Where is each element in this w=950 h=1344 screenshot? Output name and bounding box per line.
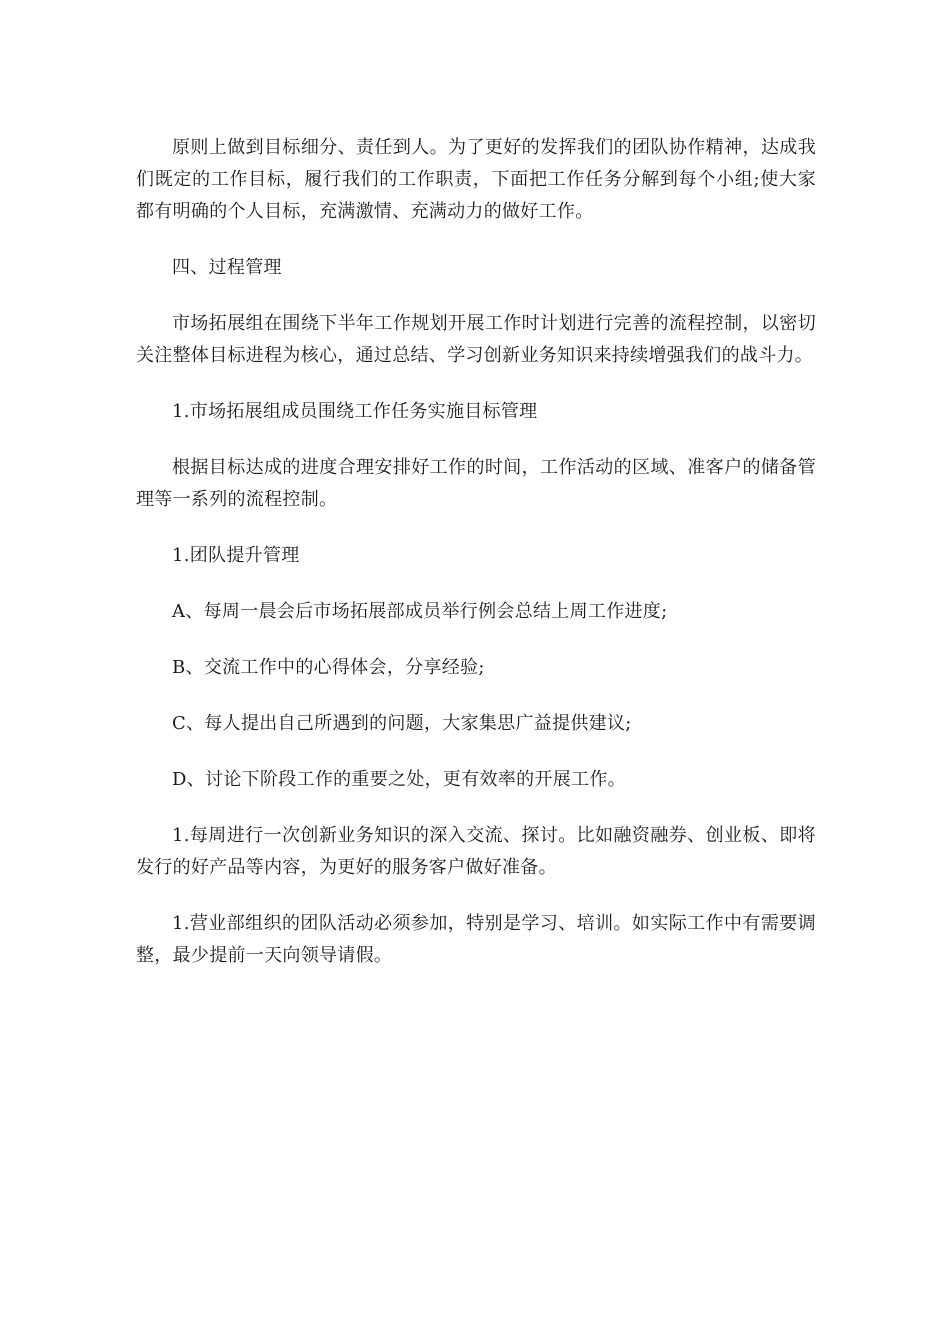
paragraph-task-breakdown: 原则上做到目标细分、责任到人。为了更好的发挥我们的团队协作精神，达成我们既定的工作目标，履行我们的工作职责，下面把工作任务分解到每个小组;使大家都有明确的个人目标，充满激情、充满动力的做好工作。 <box>136 137 816 222</box>
item-weekly-exchange: 1.每周进行一次创新业务知识的深入交流、探讨。比如融资融券、创业板、即将发行的好产品等内容，为更好的服务客户做好准备。 <box>136 825 816 878</box>
list-item-b: B、交流工作中的心得体会，分享经验; <box>172 657 485 678</box>
document-body <box>136 132 816 972</box>
item-team-improvement: 1.团队提升管理 <box>172 545 300 566</box>
paragraph-schedule-arrangement: 根据目标达成的进度合理安排好工作的时间，工作活动的区域、准客户的储备管理等一系列的流程控制。 <box>136 457 816 510</box>
list-item-c: C、每人提出自己所遇到的问题，大家集思广益提供建议; <box>172 713 632 734</box>
list-item-d: D、讨论下阶段工作的重要之处，更有效率的开展工作。 <box>172 769 626 790</box>
list-item-a: A、每周一晨会后市场拓展部成员举行例会总结上周工作进度; <box>172 601 668 622</box>
paragraph-process-control: 市场拓展组在围绕下半年工作规划开展工作时计划进行完善的流程控制，以密切关注整体目标进程为核心，通过总结、学习创新业务知识来持续增强我们的战斗力。 <box>136 313 816 366</box>
item-team-activities: 1.营业部组织的团队活动必须参加，特别是学习、培训。如实际工作中有需要调整，最少提前一天向领导请假。 <box>136 913 816 966</box>
item-target-management: 1.市场拓展组成员围绕工作任务实施目标管理 <box>172 401 538 422</box>
heading-process-management: 四、过程管理 <box>172 257 282 278</box>
